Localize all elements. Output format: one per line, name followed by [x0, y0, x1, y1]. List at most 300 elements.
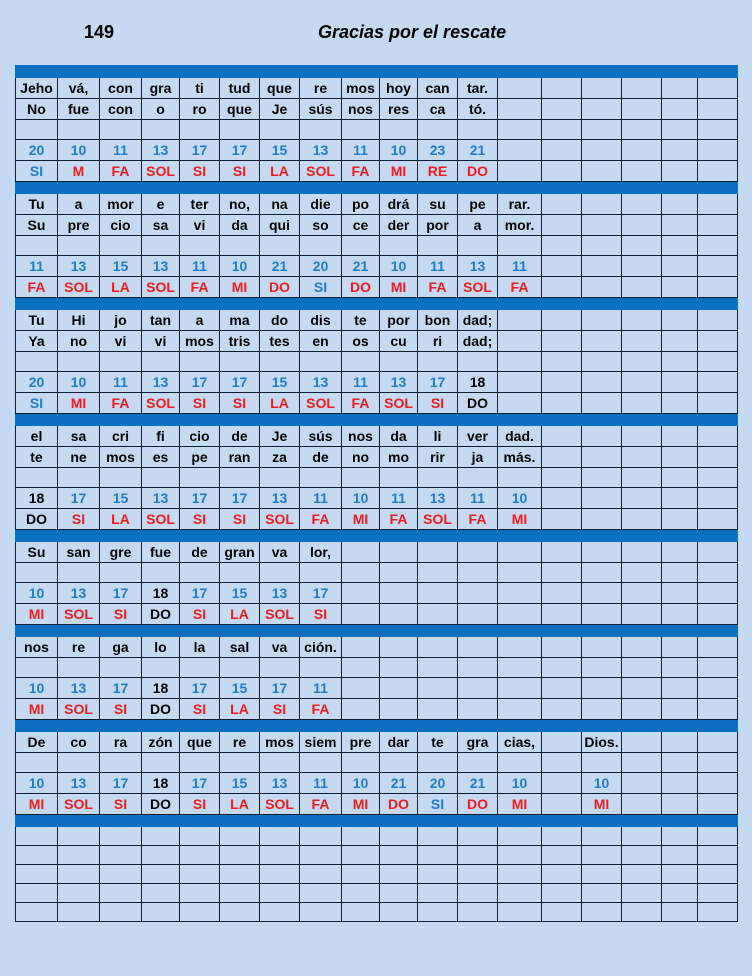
empty-cell	[582, 426, 622, 447]
lyric-cell: Je	[260, 99, 300, 120]
empty-cell	[662, 256, 698, 277]
empty-cell	[58, 352, 100, 372]
empty-cell	[622, 658, 662, 678]
empty-cell	[380, 846, 418, 865]
empty-cell	[458, 699, 498, 720]
empty-cell	[142, 846, 180, 865]
note-cell: LA	[220, 699, 260, 720]
empty-cell	[622, 426, 662, 447]
empty-cell	[418, 903, 458, 922]
note-cell: FA	[342, 393, 380, 414]
bar-cell	[662, 720, 698, 732]
empty-cell	[622, 865, 662, 884]
empty-cell	[542, 884, 582, 903]
lyric-cell: ca	[418, 99, 458, 120]
note-row	[16, 509, 738, 530]
lyric-cell: mo	[380, 447, 418, 468]
empty-cell	[622, 678, 662, 699]
note-cell: MI	[342, 509, 380, 530]
note-cell: LA	[100, 277, 142, 298]
num-cell: 13	[458, 256, 498, 277]
num-cell: 20	[300, 256, 342, 277]
empty-cell	[342, 604, 380, 625]
lyric-cell: Hi	[58, 310, 100, 331]
note-cell: SI	[58, 509, 100, 530]
empty-cell	[100, 753, 142, 773]
num-cell: 17	[100, 678, 142, 699]
empty-cell	[260, 753, 300, 773]
lyric-cell: ro	[180, 99, 220, 120]
bar-cell	[542, 720, 582, 732]
empty-cell	[662, 468, 698, 488]
lyric-cell: vi	[142, 331, 180, 352]
empty-cell	[380, 637, 418, 658]
empty-cell	[220, 884, 260, 903]
num-row	[16, 140, 738, 161]
empty-cell	[582, 509, 622, 530]
num-cell: 11	[458, 488, 498, 509]
bar-cell	[380, 298, 418, 310]
empty-cell	[300, 753, 342, 773]
empty-cell	[698, 509, 738, 530]
lyric-cell: cias,	[498, 732, 542, 753]
empty-cell	[342, 865, 380, 884]
lyric-cell: da	[380, 426, 418, 447]
bar-cell	[582, 66, 622, 78]
empty-cell	[622, 637, 662, 658]
empty-cell	[698, 846, 738, 865]
lyric-cell: pe	[458, 194, 498, 215]
num-cell: 15	[100, 256, 142, 277]
empty-cell	[662, 827, 698, 846]
num-cell: 11	[300, 678, 342, 699]
empty-cell	[100, 846, 142, 865]
lyric-cell: de	[180, 542, 220, 563]
bar-cell	[498, 625, 542, 637]
num-cell: 13	[300, 372, 342, 393]
num-cell: 13	[418, 488, 458, 509]
empty-cell	[100, 352, 142, 372]
note-cell: SI	[100, 699, 142, 720]
bar-cell	[542, 625, 582, 637]
note-cell: SOL	[142, 161, 180, 182]
empty-cell	[380, 903, 418, 922]
note-cell: SI	[300, 277, 342, 298]
empty-row	[16, 468, 738, 488]
empty-cell	[498, 140, 542, 161]
lyric-cell: ma	[220, 310, 260, 331]
lyric-cell: te	[16, 447, 58, 468]
empty-cell	[380, 604, 418, 625]
lyric-cell: re	[300, 78, 342, 99]
bar-cell	[180, 530, 220, 542]
num-cell: 10	[498, 488, 542, 509]
bar-cell	[622, 530, 662, 542]
empty-cell	[698, 678, 738, 699]
empty-cell	[142, 865, 180, 884]
empty-cell	[498, 331, 542, 352]
empty-cell	[622, 277, 662, 298]
empty-cell	[458, 604, 498, 625]
lyric-cell: gra	[142, 78, 180, 99]
lyric-cell: vá,	[58, 78, 100, 99]
empty-cell	[418, 827, 458, 846]
empty-cell	[180, 903, 220, 922]
empty-cell	[622, 310, 662, 331]
lyric-cell: tar.	[458, 78, 498, 99]
empty-cell	[180, 884, 220, 903]
empty-cell	[698, 773, 738, 794]
empty-cell	[662, 140, 698, 161]
num-cell: 17	[180, 372, 220, 393]
bar-cell	[300, 298, 342, 310]
empty-cell	[582, 827, 622, 846]
lyric-row	[16, 542, 738, 563]
lyric-cell: a	[180, 310, 220, 331]
num-cell: 21	[342, 256, 380, 277]
bar-cell	[220, 815, 260, 827]
empty-cell	[300, 865, 342, 884]
lyric-row	[16, 215, 738, 236]
empty-cell	[582, 637, 622, 658]
note-cell: LA	[100, 509, 142, 530]
empty-cell	[582, 753, 622, 773]
note-cell: SOL	[458, 277, 498, 298]
empty-cell	[180, 468, 220, 488]
empty-cell	[498, 120, 542, 140]
note-cell: MI	[380, 277, 418, 298]
lyric-cell: tes	[260, 331, 300, 352]
empty-cell	[542, 699, 582, 720]
empty-cell	[180, 865, 220, 884]
bar-cell	[458, 625, 498, 637]
bar-cell	[622, 414, 662, 426]
num-cell: 17	[418, 372, 458, 393]
bar-cell	[300, 530, 342, 542]
empty-cell	[498, 236, 542, 256]
empty-cell	[458, 884, 498, 903]
empty-cell	[498, 78, 542, 99]
empty-cell	[458, 542, 498, 563]
separator-bar	[16, 720, 738, 732]
lyric-cell: mos	[180, 331, 220, 352]
empty-cell	[16, 468, 58, 488]
empty-cell	[662, 447, 698, 468]
note-cell: SI	[418, 393, 458, 414]
lyric-cell: ti	[180, 78, 220, 99]
empty-cell	[622, 903, 662, 922]
empty-cell	[16, 236, 58, 256]
lyric-cell: cu	[380, 331, 418, 352]
empty-cell	[542, 563, 582, 583]
note-cell: DO	[342, 277, 380, 298]
empty-cell	[498, 161, 542, 182]
empty-cell	[418, 583, 458, 604]
empty-row	[16, 827, 738, 846]
lyric-cell: co	[58, 732, 100, 753]
bar-cell	[418, 720, 458, 732]
empty-cell	[698, 352, 738, 372]
num-cell: 15	[260, 140, 300, 161]
num-cell: 18	[142, 678, 180, 699]
bar-cell	[542, 298, 582, 310]
bar-cell	[300, 815, 342, 827]
empty-cell	[498, 563, 542, 583]
num-row	[16, 372, 738, 393]
empty-cell	[498, 678, 542, 699]
lyric-cell: más.	[498, 447, 542, 468]
note-cell: SOL	[260, 604, 300, 625]
empty-cell	[260, 236, 300, 256]
empty-row	[16, 563, 738, 583]
empty-cell	[622, 488, 662, 509]
num-cell: 10	[58, 372, 100, 393]
lyric-cell: Dios.	[582, 732, 622, 753]
lyric-cell: re	[220, 732, 260, 753]
bar-cell	[698, 414, 738, 426]
note-cell: SOL	[58, 794, 100, 815]
empty-cell	[458, 846, 498, 865]
empty-cell	[342, 699, 380, 720]
bar-cell	[342, 182, 380, 194]
num-row	[16, 488, 738, 509]
lyric-cell: rar.	[498, 194, 542, 215]
empty-cell	[622, 846, 662, 865]
num-cell: 10	[16, 773, 58, 794]
empty-cell	[300, 468, 342, 488]
bar-cell	[418, 815, 458, 827]
num-row	[16, 583, 738, 604]
num-cell: 20	[418, 773, 458, 794]
lyric-cell: res	[380, 99, 418, 120]
num-cell: 13	[142, 140, 180, 161]
empty-cell	[622, 468, 662, 488]
lyric-cell: Su	[16, 215, 58, 236]
empty-cell	[342, 120, 380, 140]
num-cell: 10	[380, 256, 418, 277]
empty-cell	[582, 161, 622, 182]
empty-cell	[300, 884, 342, 903]
num-cell: 17	[180, 773, 220, 794]
empty-cell	[542, 468, 582, 488]
note-cell: MI	[342, 794, 380, 815]
empty-cell	[698, 310, 738, 331]
lyric-cell: te	[418, 732, 458, 753]
lyric-cell: tud	[220, 78, 260, 99]
empty-cell	[342, 637, 380, 658]
empty-cell	[622, 509, 662, 530]
lyric-cell: sús	[300, 426, 342, 447]
bar-cell	[622, 625, 662, 637]
empty-cell	[698, 583, 738, 604]
empty-cell	[698, 99, 738, 120]
empty-cell	[542, 658, 582, 678]
note-cell: DO	[458, 393, 498, 414]
empty-cell	[458, 583, 498, 604]
empty-cell	[582, 699, 622, 720]
empty-cell	[542, 372, 582, 393]
bar-cell	[220, 182, 260, 194]
empty-cell	[418, 120, 458, 140]
empty-cell	[698, 372, 738, 393]
lyric-cell: os	[342, 331, 380, 352]
num-cell: 21	[260, 256, 300, 277]
empty-cell	[582, 542, 622, 563]
empty-cell	[498, 903, 542, 922]
empty-cell	[380, 120, 418, 140]
empty-cell	[342, 827, 380, 846]
empty-cell	[698, 236, 738, 256]
empty-cell	[622, 236, 662, 256]
empty-cell	[662, 563, 698, 583]
empty-cell	[698, 194, 738, 215]
empty-cell	[220, 903, 260, 922]
empty-cell	[622, 884, 662, 903]
num-cell: 18	[142, 583, 180, 604]
note-cell: DO	[458, 794, 498, 815]
num-cell: 11	[300, 488, 342, 509]
separator-bar	[16, 298, 738, 310]
lyric-cell: gran	[220, 542, 260, 563]
empty-row	[16, 658, 738, 678]
note-cell: MI	[498, 509, 542, 530]
empty-cell	[142, 827, 180, 846]
empty-cell	[582, 583, 622, 604]
empty-cell	[180, 236, 220, 256]
empty-cell	[458, 827, 498, 846]
lyric-cell: jo	[100, 310, 142, 331]
empty-cell	[542, 161, 582, 182]
num-cell: 17	[220, 488, 260, 509]
empty-cell	[582, 331, 622, 352]
empty-cell	[142, 753, 180, 773]
num-cell: 21	[458, 773, 498, 794]
bar-cell	[342, 720, 380, 732]
bar-cell	[498, 66, 542, 78]
bar-cell	[662, 182, 698, 194]
empty-cell	[380, 699, 418, 720]
empty-cell	[698, 637, 738, 658]
num-cell: 13	[300, 140, 342, 161]
empty-cell	[260, 865, 300, 884]
num-cell: 17	[300, 583, 342, 604]
lyric-row	[16, 447, 738, 468]
bar-cell	[342, 414, 380, 426]
note-cell: RE	[418, 161, 458, 182]
lyric-cell: Su	[16, 542, 58, 563]
empty-cell	[300, 236, 342, 256]
num-cell: 11	[100, 372, 142, 393]
bar-cell	[662, 298, 698, 310]
note-cell: SI	[300, 604, 342, 625]
song-number: 149	[84, 22, 115, 42]
bar-cell	[662, 66, 698, 78]
num-cell: 10	[220, 256, 260, 277]
empty-cell	[662, 78, 698, 99]
empty-cell	[622, 140, 662, 161]
bar-cell	[58, 530, 100, 542]
empty-cell	[260, 903, 300, 922]
empty-cell	[300, 352, 342, 372]
empty-cell	[342, 468, 380, 488]
note-cell: SI	[16, 393, 58, 414]
lyric-cell: tó.	[458, 99, 498, 120]
note-cell: SOL	[58, 604, 100, 625]
empty-cell	[100, 563, 142, 583]
empty-cell	[662, 120, 698, 140]
note-cell: FA	[180, 277, 220, 298]
num-cell: 17	[58, 488, 100, 509]
empty-cell	[58, 236, 100, 256]
bar-cell	[300, 625, 342, 637]
lyric-row	[16, 637, 738, 658]
empty-cell	[582, 678, 622, 699]
lyric-cell: te	[342, 310, 380, 331]
bar-cell	[418, 298, 458, 310]
lyric-cell: na	[260, 194, 300, 215]
empty-cell	[622, 393, 662, 414]
note-cell: DO	[380, 794, 418, 815]
empty-cell	[698, 215, 738, 236]
note-cell: FA	[100, 393, 142, 414]
empty-cell	[180, 563, 220, 583]
lyric-cell: por	[380, 310, 418, 331]
empty-row	[16, 865, 738, 884]
empty-cell	[662, 865, 698, 884]
num-cell: 20	[16, 372, 58, 393]
num-cell: 17	[220, 372, 260, 393]
bar-cell	[220, 414, 260, 426]
empty-cell	[260, 884, 300, 903]
empty-cell	[180, 352, 220, 372]
lyric-cell: ver	[458, 426, 498, 447]
lyric-cell: es	[142, 447, 180, 468]
empty-cell	[662, 488, 698, 509]
bar-cell	[260, 625, 300, 637]
bar-cell	[260, 815, 300, 827]
lyric-cell: Tu	[16, 194, 58, 215]
empty-cell	[418, 846, 458, 865]
lyric-cell: ri	[418, 331, 458, 352]
empty-cell	[662, 753, 698, 773]
empty-cell	[380, 678, 418, 699]
lyric-cell: sa	[58, 426, 100, 447]
lyric-cell: ga	[100, 637, 142, 658]
note-row	[16, 277, 738, 298]
num-cell: 18	[142, 773, 180, 794]
empty-cell	[380, 468, 418, 488]
empty-cell	[542, 331, 582, 352]
note-cell: SOL	[260, 509, 300, 530]
lyric-cell: cri	[100, 426, 142, 447]
note-cell: SOL	[418, 509, 458, 530]
empty-cell	[622, 773, 662, 794]
note-cell: SI	[180, 393, 220, 414]
lyric-cell: nos	[342, 426, 380, 447]
bar-cell	[142, 720, 180, 732]
num-cell: 10	[16, 678, 58, 699]
lyric-cell: bon	[418, 310, 458, 331]
lyric-cell: qui	[260, 215, 300, 236]
empty-cell	[58, 468, 100, 488]
note-row	[16, 393, 738, 414]
empty-cell	[100, 827, 142, 846]
bar-cell	[260, 530, 300, 542]
note-cell: SOL	[380, 393, 418, 414]
empty-cell	[142, 468, 180, 488]
empty-cell	[622, 563, 662, 583]
empty-cell	[418, 699, 458, 720]
